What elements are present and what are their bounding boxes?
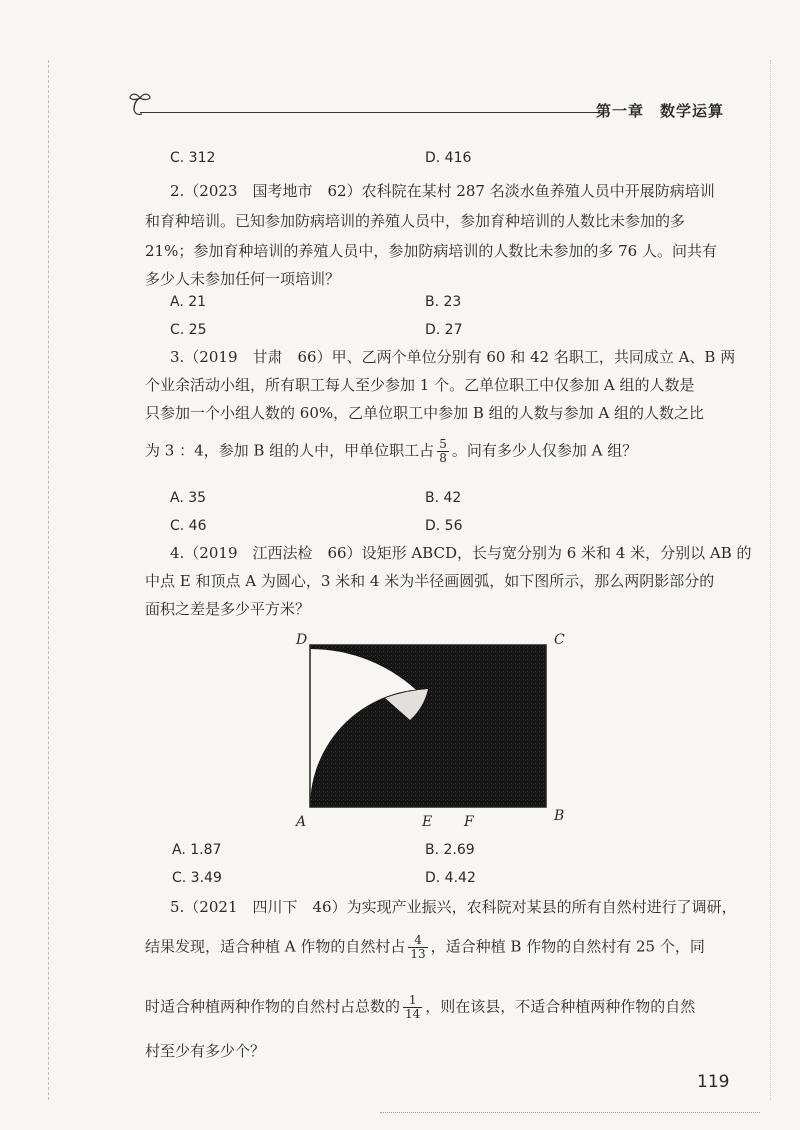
point-label-a: A — [296, 814, 307, 830]
q3-text-line — [145, 438, 637, 465]
q4-option-d: D. 4.42 — [425, 870, 476, 886]
fraction — [403, 994, 422, 1021]
q1-option-c: C. 312 — [170, 150, 216, 166]
point-label-f: F — [464, 814, 474, 830]
point-label-d: D — [296, 632, 308, 648]
q3-text-fragment: 。问有多少人仅参加 A 组？ — [451, 441, 638, 460]
fraction — [437, 438, 449, 465]
fraction-numerator: 5 — [439, 437, 447, 451]
fraction-numerator: 4 — [408, 934, 427, 948]
fraction-denominator: 13 — [410, 947, 426, 962]
q5-text-fragment: 结果发现，适合种植 A 作物的自然村占 — [145, 937, 406, 956]
fraction-numerator: 1 — [403, 994, 422, 1008]
q2-option-d: D. 27 — [425, 322, 463, 338]
q3-option-c: C. 46 — [170, 518, 207, 534]
page-number: 119 — [697, 1072, 730, 1092]
point-label-b: B — [554, 808, 565, 824]
scan-noise-line — [380, 1112, 760, 1113]
fraction-denominator: 14 — [405, 1007, 421, 1022]
chapter-title: 第一章 数学运算 — [595, 102, 724, 120]
q5-text-line: 村至少有多少个？ — [145, 1042, 266, 1060]
q2-text-line: 多少人未参加任何一项培训？ — [145, 270, 341, 288]
q4-option-c: C. 3.49 — [172, 870, 222, 886]
q2-text-line: 和育种培训。已知参加防病培训的养殖人员中，参加育种培训的人数比未参加的多 — [145, 212, 686, 230]
q3-text-fragment: 为 3 ：4，参加 B 组的人中，甲单位职工占 — [145, 441, 435, 460]
q5-text-fragment: 时适合种植两种作物的自然村占总数的 — [145, 997, 401, 1016]
page-header — [120, 88, 730, 128]
q3-text-line: 只参加一个小组人数的 60%，乙单位职工中参加 B 组的人数与参加 A 组的人数之比 — [145, 404, 705, 422]
q2-option-a: A. 21 — [170, 294, 207, 310]
q5-text-line: 5.（2021 四川下 46）为实现产业振兴，农科院对某县的所有自然村进行了调研， — [170, 898, 737, 916]
q2-text-line: 2.（2023 国考地市 62）农科院在某村 287 名淡水鱼养殖人员中开展防病培训 — [170, 182, 715, 200]
q5-text-line — [145, 994, 695, 1021]
q3-option-a: A. 35 — [170, 490, 207, 506]
q3-text-line: 3.（2019 甘肃 66）甲、乙两个单位分别有 60 和 42 名职工，共同成立 A、B 两 — [170, 348, 736, 366]
q3-option-b: B. 42 — [425, 490, 462, 506]
q5-text-fragment: ，则在该县，不适合种植两种作物的自然 — [425, 997, 696, 1016]
q2-text-line: 21%；参加育种培训的养殖人员中，参加防病培训的人数比未参加的多 76 人。问共有 — [145, 242, 717, 260]
rectangle-arcs-diagram — [290, 630, 580, 830]
q3-text-line: 个业余活动小组，所有职工每人至少参加 1 个。乙单位职工中仅参加 A 组的人数是 — [145, 376, 695, 394]
q4-text-line: 中点 E 和顶点 A 为圆心，3 米和 4 米为半径画圆弧，如下图所示，那么两阴影部分的 — [145, 572, 715, 590]
point-label-e: E — [422, 814, 433, 830]
fraction — [408, 934, 427, 961]
q4-text-line: 面积之差是多少平方米？ — [145, 600, 311, 618]
q4-option-b: B. 2.69 — [425, 842, 475, 858]
q4-option-a: A. 1.87 — [172, 842, 222, 858]
right-margin-line — [770, 60, 772, 1100]
q2-option-c: C. 25 — [170, 322, 207, 338]
header-rule — [140, 112, 600, 113]
left-margin-line — [48, 60, 50, 1100]
sprout-icon — [126, 88, 156, 118]
q5-text-line — [145, 934, 705, 961]
q5-text-fragment: ，适合种植 B 作物的自然村有 25 个，同 — [430, 937, 705, 956]
q1-option-d: D. 416 — [425, 150, 472, 166]
point-label-c: C — [554, 632, 565, 648]
q4-text-line: 4.（2019 江西法检 66）设矩形 ABCD，长与宽分别为 6 米和 4 米，分别以 AB 的 — [170, 544, 752, 562]
q3-option-d: D. 56 — [425, 518, 463, 534]
geometry-figure — [290, 630, 580, 830]
fraction-denominator: 8 — [439, 451, 447, 466]
q2-option-b: B. 23 — [425, 294, 462, 310]
